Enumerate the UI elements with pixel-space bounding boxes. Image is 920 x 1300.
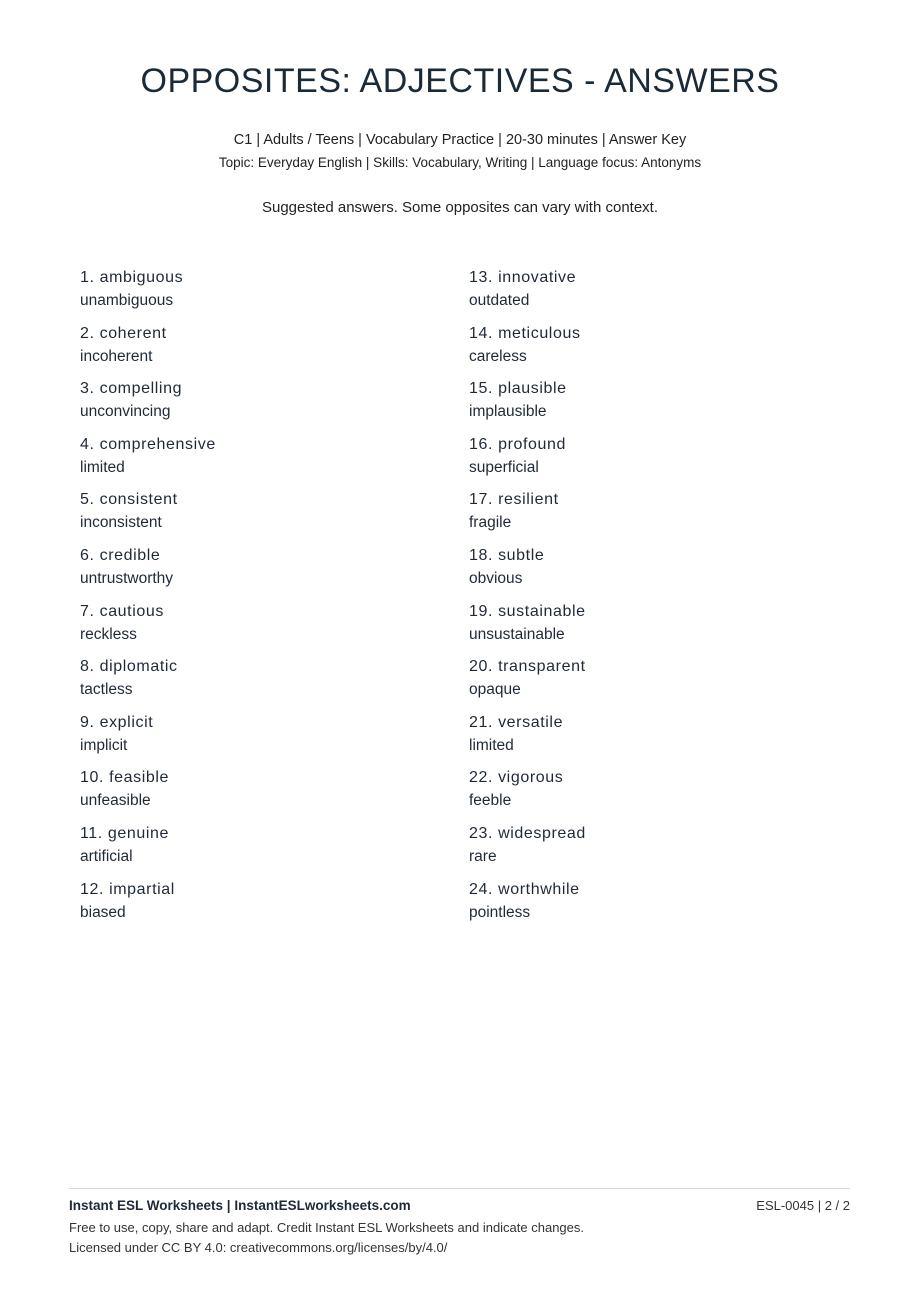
item-word: 10. feasible [80, 769, 170, 787]
item-answer: feeble [469, 792, 512, 810]
answer-item [469, 378, 829, 434]
item-word: 23. widespread [469, 824, 586, 842]
item-word: 17. resilient [469, 491, 559, 509]
item-word: 14. meticulous [469, 324, 581, 342]
item-answer: reckless [80, 625, 137, 643]
item-word: 7. cautious [80, 602, 164, 620]
item-answer: untrustworthy [80, 569, 174, 587]
item-answer: limited [469, 736, 514, 754]
answers-column-right [469, 267, 829, 934]
answer-item [80, 767, 440, 823]
item-answer: obvious [469, 569, 523, 587]
item-answer: biased [80, 903, 126, 921]
item-word: 15. plausible [469, 380, 567, 398]
item-word: 22. vigorous [469, 769, 564, 787]
worksheet-meta-level: C1 | Adults / Teens | Vocabulary Practice | 20-30 minutes | Answer Key [233, 132, 687, 148]
answer-item [80, 323, 440, 379]
item-word: 24. worthwhile [469, 880, 580, 898]
answer-item [469, 712, 829, 768]
answer-item [80, 434, 440, 490]
answer-item [80, 489, 440, 545]
item-word: 4. comprehensive [80, 435, 216, 453]
answer-item [469, 601, 829, 657]
footer-license-link: Licensed under CC BY 4.0: creativecommons.org/licenses/by/4.0/ [69, 1240, 448, 1255]
item-answer: fragile [469, 514, 512, 532]
item-word: 18. subtle [469, 546, 545, 564]
item-answer: implicit [80, 736, 128, 754]
item-word: 21. versatile [469, 713, 564, 731]
answer-item [80, 545, 440, 601]
item-word: 1. ambiguous [80, 269, 184, 286]
item-answer: unsustainable [469, 625, 565, 643]
footer-divider [69, 1188, 850, 1189]
answer-item [469, 767, 829, 823]
answer-item [80, 656, 440, 712]
item-word: 9. explicit [80, 713, 154, 731]
item-answer: rare [469, 847, 497, 865]
worksheet-meta-topic: Topic: Everyday English | Skills: Vocabulary, Writing | Language focus: Antonyms [218, 155, 702, 170]
item-answer: superficial [469, 458, 539, 476]
item-word: 12. impartial [80, 880, 175, 898]
answer-item [469, 489, 829, 545]
item-answer: implausible [469, 403, 547, 421]
answer-item [469, 434, 829, 490]
item-answer: artificial [80, 847, 133, 865]
page-title: OPPOSITES: ADJECTIVES - ANSWERS [140, 62, 780, 100]
item-answer: unambiguous [80, 292, 174, 309]
answer-item [80, 879, 440, 935]
item-answer: incoherent [80, 347, 153, 365]
item-answer: inconsistent [80, 514, 162, 532]
footer-license-terms: Free to use, copy, share and adapt. Credit Instant ESL Worksheets and indicate changes. [69, 1220, 585, 1235]
answer-item [469, 823, 829, 879]
answer-item [469, 267, 829, 323]
item-word: 20. transparent [469, 658, 586, 676]
item-answer: careless [469, 347, 527, 365]
item-answer: outdated [469, 292, 530, 309]
answers-column-left [80, 267, 440, 934]
footer-page-code: ESL-0045 | 2 / 2 [756, 1198, 850, 1213]
item-word: 5. consistent [80, 491, 178, 509]
answer-item [80, 267, 440, 323]
answer-item [80, 823, 440, 879]
item-answer: limited [80, 458, 125, 476]
item-word: 19. sustainable [469, 602, 586, 620]
item-word: 8. diplomatic [80, 658, 178, 676]
footer-brand: Instant ESL Worksheets | InstantESLworksheets.com [69, 1198, 411, 1213]
item-answer: pointless [469, 903, 531, 921]
item-answer: unfeasible [80, 792, 151, 810]
answer-item [469, 879, 829, 935]
answer-item [80, 712, 440, 768]
item-answer: opaque [469, 681, 521, 699]
answer-item [80, 378, 440, 434]
item-word: 3. compelling [80, 380, 183, 398]
item-word: 13. innovative [469, 269, 577, 286]
answer-item [469, 656, 829, 712]
answer-item [469, 323, 829, 379]
item-word: 6. credible [80, 546, 161, 564]
item-answer: tactless [80, 681, 133, 699]
item-answer: unconvincing [80, 403, 171, 421]
answer-item [469, 545, 829, 601]
instructions: Suggested answers. Some opposites can vary with context. [261, 199, 659, 216]
item-word: 16. profound [469, 435, 567, 453]
item-word: 2. coherent [80, 324, 167, 342]
answer-item [80, 601, 440, 657]
item-word: 11. genuine [80, 824, 170, 842]
